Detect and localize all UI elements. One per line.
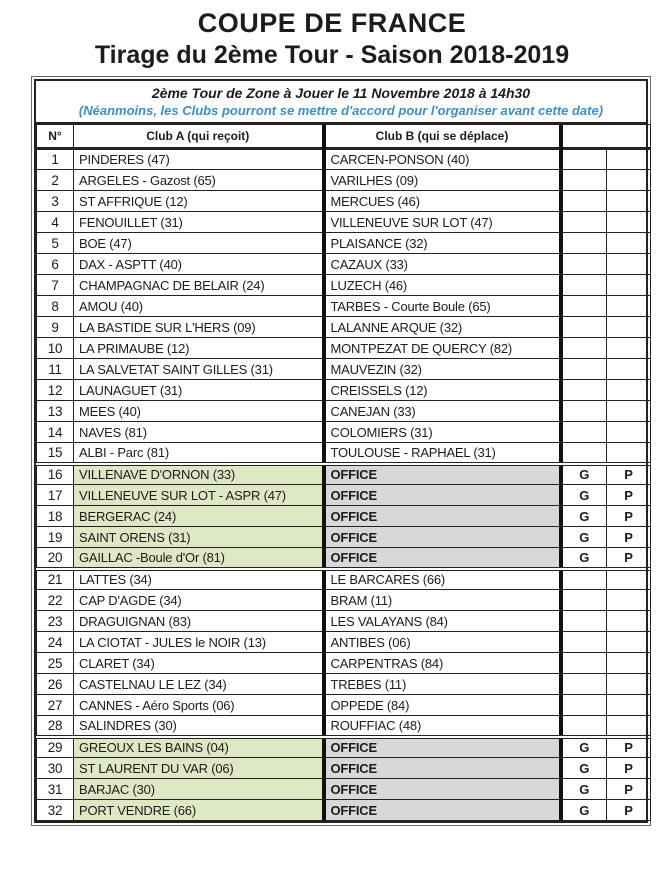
match-number: 4: [37, 212, 74, 233]
table-row: [37, 443, 651, 464]
club-a-cell: BOE (47): [74, 233, 324, 254]
table-row: [37, 296, 651, 317]
g-cell: [561, 170, 607, 191]
match-number: 19: [37, 527, 74, 548]
table-row: [37, 653, 651, 674]
match-number: 7: [37, 275, 74, 296]
draw-table-header: [37, 125, 651, 149]
g-cell: [561, 632, 607, 653]
g-cell: [561, 695, 607, 716]
club-a-cell: FENOUILLET (31): [74, 212, 324, 233]
g-cell: [561, 422, 607, 443]
table-row: [37, 338, 651, 359]
p-cell: [607, 338, 651, 359]
rows-container: [37, 149, 651, 821]
club-a-cell: PORT VENDRE (66): [74, 800, 324, 821]
g-cell: [561, 380, 607, 401]
club-b-cell: OFFICE: [324, 800, 561, 821]
table-row: [37, 464, 651, 485]
table-row: [37, 527, 651, 548]
match-number: 15: [37, 443, 74, 464]
g-cell: [561, 338, 607, 359]
p-cell: P: [607, 548, 651, 569]
g-cell: [561, 149, 607, 170]
match-number: 23: [37, 611, 74, 632]
club-a-cell: CANNES - Aéro Sports (06): [74, 695, 324, 716]
p-cell: [607, 611, 651, 632]
club-a-cell: SAINT ORENS (31): [74, 527, 324, 548]
match-number: 31: [37, 779, 74, 800]
g-cell: [561, 254, 607, 275]
club-b-cell: OFFICE: [324, 737, 561, 758]
match-number: 6: [37, 254, 74, 275]
g-cell: [561, 359, 607, 380]
club-b-cell: TOULOUSE - RAPHAEL (31): [324, 443, 561, 464]
match-number: 2: [37, 170, 74, 191]
p-cell: [607, 254, 651, 275]
club-b-cell: OFFICE: [324, 527, 561, 548]
table-row: [37, 422, 651, 443]
match-number: 12: [37, 380, 74, 401]
club-a-cell: ALBI - Parc (81): [74, 443, 324, 464]
club-a-cell: LAUNAGUET (31): [74, 380, 324, 401]
tour-banner: [36, 81, 646, 124]
club-b-cell: OFFICE: [324, 506, 561, 527]
club-b-cell: OPPEDE (84): [324, 695, 561, 716]
table-row: [37, 569, 651, 590]
g-cell: G: [561, 758, 607, 779]
g-cell: [561, 611, 607, 632]
g-cell: [561, 317, 607, 338]
match-number: 1: [37, 149, 74, 170]
page-title: COUPE DE FRANCE: [197, 8, 467, 38]
g-cell: G: [561, 548, 607, 569]
club-a-cell: BERGERAC (24): [74, 506, 324, 527]
g-cell: [561, 674, 607, 695]
club-a-cell: CHAMPAGNAC DE BELAIR (24): [74, 275, 324, 296]
club-b-cell: ANTIBES (06): [324, 632, 561, 653]
table-row: [37, 779, 651, 800]
table-row: [37, 674, 651, 695]
match-number: 22: [37, 590, 74, 611]
match-number: 14: [37, 422, 74, 443]
p-cell: [607, 401, 651, 422]
p-cell: [607, 212, 651, 233]
club-a-cell: SALINDRES (30): [74, 716, 324, 737]
club-b-cell: TARBES - Courte Boule (65): [324, 296, 561, 317]
p-cell: [607, 632, 651, 653]
match-number: 5: [37, 233, 74, 254]
p-cell: [607, 317, 651, 338]
match-number: 13: [37, 401, 74, 422]
match-number: 3: [37, 191, 74, 212]
col-header-result-blank: [561, 125, 651, 149]
g-cell: [561, 275, 607, 296]
match-number: 18: [37, 506, 74, 527]
club-b-cell: OFFICE: [324, 464, 561, 485]
g-cell: [561, 569, 607, 590]
g-cell: [561, 590, 607, 611]
page-subtitle: Tirage du 2ème Tour - Saison 2018-2019: [94, 41, 570, 69]
match-number: 28: [37, 716, 74, 737]
match-number: 10: [37, 338, 74, 359]
col-header-club-a: Club A (qui reçoit): [74, 125, 324, 149]
club-b-cell: LE BARCARES (66): [324, 569, 561, 590]
club-a-cell: ST AFFRIQUE (12): [74, 191, 324, 212]
table-row: [37, 611, 651, 632]
p-cell: [607, 569, 651, 590]
club-b-cell: CARPENTRAS (84): [324, 653, 561, 674]
table-row: [37, 590, 651, 611]
table-row: [37, 359, 651, 380]
club-b-cell: VILLENEUVE SUR LOT (47): [324, 212, 561, 233]
g-cell: [561, 653, 607, 674]
club-a-cell: LA CIOTAT - JULES le NOIR (13): [74, 632, 324, 653]
tour-note-line: (Néanmoins, les Clubs pourront se mettre d'accord pour l'organiser avant cette date): [78, 103, 604, 118]
club-b-cell: LALANNE ARQUE (32): [324, 317, 561, 338]
document-header: [0, 0, 664, 70]
club-b-cell: TREBES (11): [324, 674, 561, 695]
club-a-cell: PINDERES (47): [74, 149, 324, 170]
match-number: 20: [37, 548, 74, 569]
table-row: [37, 632, 651, 653]
match-number: 26: [37, 674, 74, 695]
tour-date-line: 2ème Tour de Zone à Jouer le 11 Novembre 2018 à 14h30: [151, 85, 531, 101]
table-row: [37, 191, 651, 212]
table-row: [37, 212, 651, 233]
g-cell: G: [561, 737, 607, 758]
g-cell: [561, 233, 607, 254]
match-number: 29: [37, 737, 74, 758]
match-number: 9: [37, 317, 74, 338]
club-a-cell: AMOU (40): [74, 296, 324, 317]
p-cell: P: [607, 800, 651, 821]
p-cell: [607, 149, 651, 170]
p-cell: [607, 380, 651, 401]
p-cell: [607, 359, 651, 380]
club-a-cell: DRAGUIGNAN (83): [74, 611, 324, 632]
table-row: [37, 401, 651, 422]
club-b-cell: CARCEN-PONSON (40): [324, 149, 561, 170]
g-cell: [561, 212, 607, 233]
club-b-cell: PLAISANCE (32): [324, 233, 561, 254]
draw-table: [36, 124, 651, 821]
club-b-cell: COLOMIERS (31): [324, 422, 561, 443]
table-row: [37, 506, 651, 527]
table-row: [37, 380, 651, 401]
match-number: 8: [37, 296, 74, 317]
club-a-cell: MEES (40): [74, 401, 324, 422]
club-b-cell: OFFICE: [324, 548, 561, 569]
p-cell: [607, 233, 651, 254]
club-b-cell: ROUFFIAC (48): [324, 716, 561, 737]
club-b-cell: MAUVEZIN (32): [324, 359, 561, 380]
table-row: [37, 548, 651, 569]
p-cell: [607, 716, 651, 737]
g-cell: [561, 716, 607, 737]
club-b-cell: MERCUES (46): [324, 191, 561, 212]
table-row: [37, 233, 651, 254]
match-number: 21: [37, 569, 74, 590]
match-number: 11: [37, 359, 74, 380]
table-row: [37, 737, 651, 758]
club-a-cell: VILLENAVE D'ORNON (33): [74, 464, 324, 485]
p-cell: [607, 590, 651, 611]
col-header-num: N°: [37, 125, 74, 149]
g-cell: G: [561, 464, 607, 485]
p-cell: [607, 422, 651, 443]
table-row: [37, 485, 651, 506]
p-cell: [607, 191, 651, 212]
p-cell: [607, 674, 651, 695]
table-row: [37, 695, 651, 716]
table-row: [37, 149, 651, 170]
club-a-cell: GREOUX LES BAINS (04): [74, 737, 324, 758]
col-header-club-b: Club B (qui se déplace): [324, 125, 561, 149]
club-b-cell: OFFICE: [324, 758, 561, 779]
club-b-cell: LUZECH (46): [324, 275, 561, 296]
club-a-cell: ST LAURENT DU VAR (06): [74, 758, 324, 779]
g-cell: G: [561, 527, 607, 548]
club-a-cell: CAP D'AGDE (34): [74, 590, 324, 611]
p-cell: [607, 275, 651, 296]
p-cell: P: [607, 527, 651, 548]
club-b-cell: OFFICE: [324, 485, 561, 506]
club-b-cell: CAZAUX (33): [324, 254, 561, 275]
p-cell: P: [607, 779, 651, 800]
table-row: [37, 275, 651, 296]
club-b-cell: OFFICE: [324, 779, 561, 800]
match-number: 27: [37, 695, 74, 716]
p-cell: P: [607, 464, 651, 485]
club-a-cell: GAILLAC -Boule d'Or (81): [74, 548, 324, 569]
club-b-cell: CANEJAN (33): [324, 401, 561, 422]
p-cell: P: [607, 485, 651, 506]
g-cell: [561, 296, 607, 317]
club-a-cell: LA BASTIDE SUR L'HERS (09): [74, 317, 324, 338]
club-b-cell: CREISSELS (12): [324, 380, 561, 401]
p-cell: [607, 170, 651, 191]
g-cell: [561, 191, 607, 212]
club-a-cell: BARJAC (30): [74, 779, 324, 800]
club-a-cell: ARGELES - Gazost (65): [74, 170, 324, 191]
club-a-cell: LA SALVETAT SAINT GILLES (31): [74, 359, 324, 380]
club-a-cell: LATTES (34): [74, 569, 324, 590]
match-number: 25: [37, 653, 74, 674]
p-cell: [607, 653, 651, 674]
g-cell: G: [561, 485, 607, 506]
g-cell: G: [561, 800, 607, 821]
club-b-cell: MONTPEZAT DE QUERCY (82): [324, 338, 561, 359]
p-cell: P: [607, 737, 651, 758]
p-cell: P: [607, 506, 651, 527]
g-cell: [561, 443, 607, 464]
g-cell: G: [561, 506, 607, 527]
club-b-cell: LES VALAYANS (84): [324, 611, 561, 632]
club-b-cell: BRAM (11): [324, 590, 561, 611]
club-a-cell: CLARET (34): [74, 653, 324, 674]
club-a-cell: NAVES (81): [74, 422, 324, 443]
table-row: [37, 716, 651, 737]
match-number: 24: [37, 632, 74, 653]
club-a-cell: CASTELNAU LE LEZ (34): [74, 674, 324, 695]
match-number: 30: [37, 758, 74, 779]
match-number: 32: [37, 800, 74, 821]
p-cell: [607, 296, 651, 317]
match-number: 16: [37, 464, 74, 485]
club-b-cell: VARILHES (09): [324, 170, 561, 191]
club-a-cell: LA PRIMAUBE (12): [74, 338, 324, 359]
g-cell: G: [561, 779, 607, 800]
table-row: [37, 317, 651, 338]
p-cell: P: [607, 758, 651, 779]
table-row: [37, 254, 651, 275]
match-number: 17: [37, 485, 74, 506]
table-row: [37, 170, 651, 191]
p-cell: [607, 695, 651, 716]
table-row: [37, 758, 651, 779]
club-a-cell: VILLENEUVE SUR LOT - ASPR (47): [74, 485, 324, 506]
table-row: [37, 800, 651, 821]
draw-table-frame: [31, 76, 651, 826]
g-cell: [561, 401, 607, 422]
p-cell: [607, 443, 651, 464]
club-a-cell: DAX - ASPTT (40): [74, 254, 324, 275]
